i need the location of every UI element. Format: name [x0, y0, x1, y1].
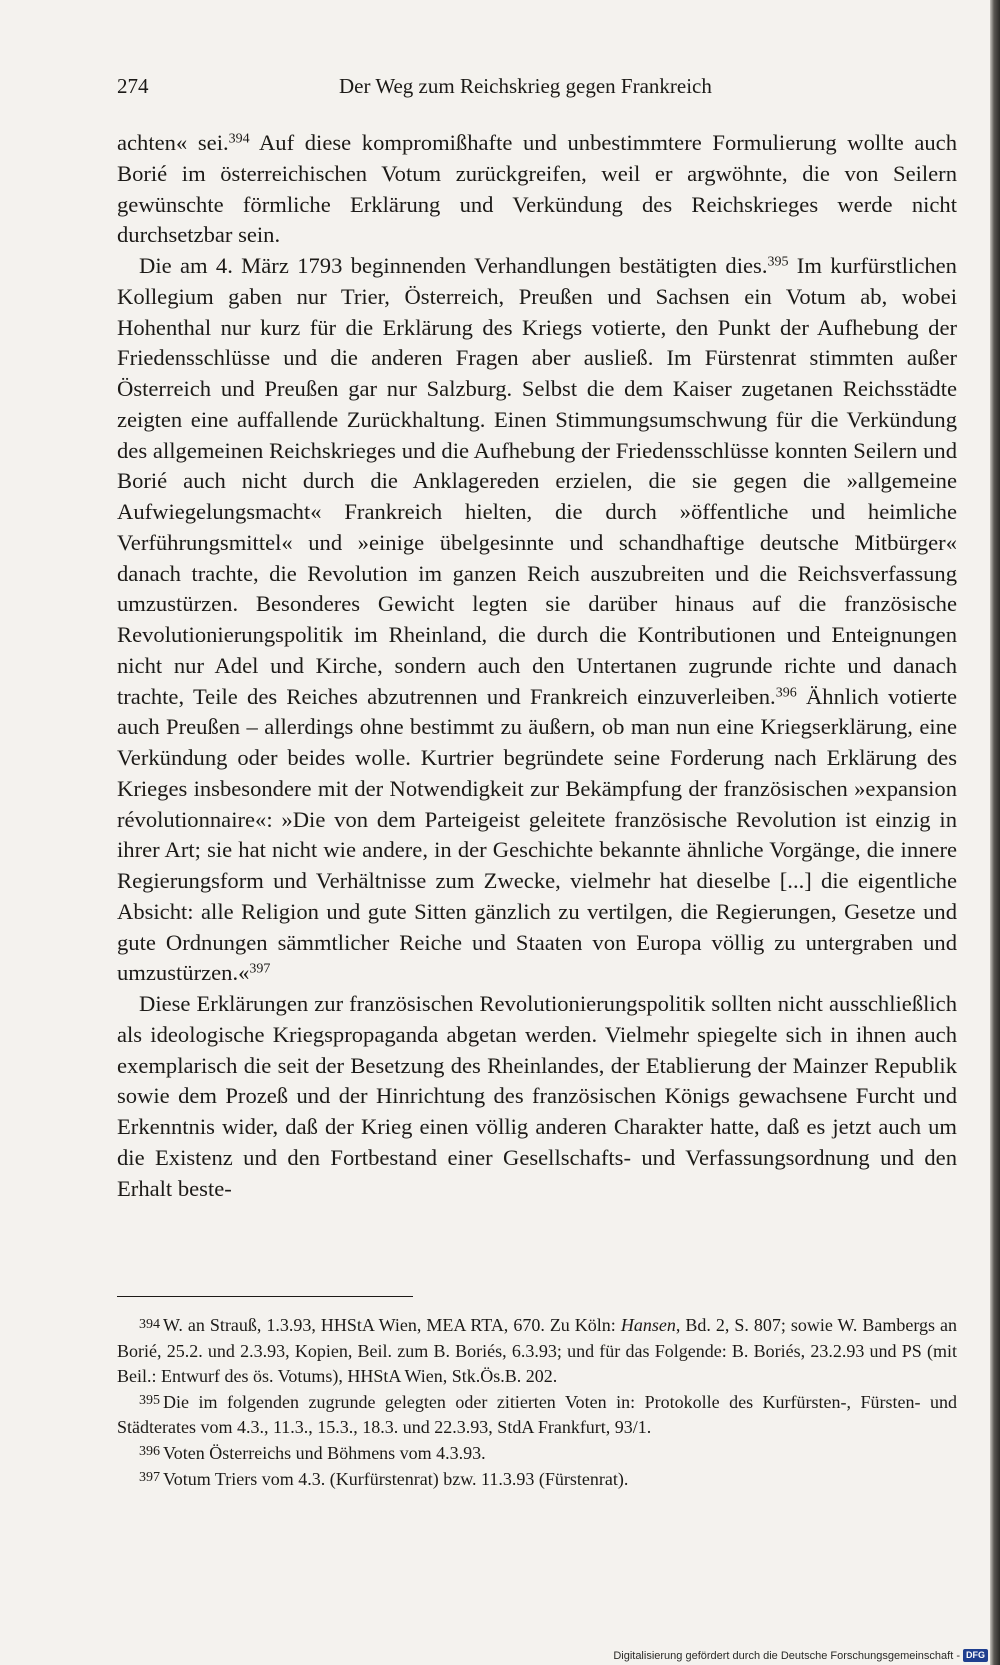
paragraph-3	[117, 989, 957, 1204]
page-edge-shadow	[990, 0, 1000, 1665]
footnote-text-cont: , Bd. 2, S. 807; sowie W. Bambergs an Borié, 25.2. und 2.3.93, Kopien, Beil. zum B. Boriés, 6.3.93; und für das Folgende: B. Boriés, 23.2.93 und PS (mit Beil.: Entwurf des ös. Votums), HHStA Wien, Stk.Ös.B. 202.	[117, 1315, 958, 1387]
credit-text: Digitalisierung gefördert durch die Deutsche Forschungsgemeinschaft -	[613, 1649, 960, 1662]
footnote-ref-395[interactable]: 395	[767, 254, 789, 270]
paragraph-1-text-cont: Auf diese kompromißhafte und unbestimmtere Formulierung wollte auch Borié im österreichischen Votum zurückgreifen, weil er argwöhnte, die von Seilern gewünschte förmliche Erklärung und Verkündung des Reichskrieges werde nicht durchsetzbar sein.	[117, 130, 957, 248]
main-text	[117, 128, 957, 1204]
running-head	[117, 74, 957, 104]
footnote-394	[117, 1313, 957, 1390]
dfg-logo: DFG	[963, 1649, 988, 1662]
footnote-number: 394	[139, 1315, 161, 1332]
footnote-397	[117, 1467, 957, 1493]
footnote-text: Votum Triers vom 4.3. (Kurfürstenrat) bzw. 11.3.93 (Fürstenrat).	[163, 1468, 629, 1489]
paragraph-2-text: Die am 4. März 1793 beginnenden Verhandlungen bestätigten dies.	[139, 253, 768, 278]
footnote-395	[117, 1390, 957, 1441]
footnote-text: W. an Strauß, 1.3.93, HHStA Wien, MEA RTA, 670. Zu Köln:	[163, 1315, 621, 1335]
footnote-text: Die im folgenden zugrunde gelegten oder zitierten Voten in: Protokolle des Kurfürsten-, Fürsten- und Städterates vom 4.3., 11.3., 15.3., 18.3. und 22.3.93, StdA Frankfurt, 93/1.	[117, 1391, 957, 1438]
footnote-ref-396[interactable]: 396	[775, 684, 797, 700]
paragraph-2-text-mid: Im kurfürstlichen Kollegium gaben nur Trier, Österreich, Preußen und Sachsen ein Votum ab, wobei Hohenthal nur kurz für die Erklärung des Kriegs votierte, den Punkt der Aufhebung der Friedensschlüsse und die anderen Fragen aber ausließ. Im Fürstenrat stimmten außer Österreich und Preußen gar nur Salzburg. Selbst die dem Kaiser zugetanen Reichsstädte zeigten eine auffallende Zurückhaltung. Einen Stimmungsumschwung für die Verkündung des allgemeinen Reichskrieges und die Aufhebung der Friedensschlüsse konnten Seilern und Borié auch nicht durch die Anklagereden erzielen, die sie gegen die »allgemeine Aufwiegelungsmacht« Frankreich hielten, die durch »öffentliche und heimliche Verführungsmittel« und »einige übelgesinnte und schandhaftige deutsche Mitbürger« danach trachte, die Revolution im ganzen Reich auszubreiten und die Reichsverfassung umzustürzen. Besonderes Gewicht legten sie darüber hinaus auf die französische Revolutionierungspolitik im Rheinland, die durch die Kontributionen und Enteignungen nicht nur Adel und Kirche, sondern auch den Untertanen zugrunde richte und danach trachte, Teile des Reiches abzutrennen und Frankreich einzuverleiben.	[117, 253, 957, 709]
digitization-credit	[613, 1649, 988, 1662]
footnote-number: 396	[139, 1443, 161, 1460]
footnote-divider	[117, 1296, 413, 1297]
footnote-italic-author: Hansen	[620, 1315, 676, 1335]
paragraph-1	[117, 128, 957, 251]
paragraph-1-text: achten« sei.	[117, 130, 229, 155]
footnote-ref-394[interactable]: 394	[228, 131, 250, 147]
footnote-number: 395	[139, 1392, 161, 1409]
paragraph-3-text: Diese Erklärungen zur französischen Revolutionierungspolitik sollten nicht ausschließlich als ideologische Kriegspropaganda abgetan werden. Vielmehr spiegelte sich in ihnen auch exemplarisch die seit der Besetzung des Rheinlandes, der Etablierung der Mainzer Republik sowie dem Prozeß und der Hinrichtung des französischen Königs gewachsene Furcht und Erkenntnis wider, daß der Krieg einen völlig anderen Charakter hatte, daß es jetzt auch um die Existenz und den Fortbestand einer Gesellschafts- und Verfassungsordnung und den Erhalt beste-	[117, 991, 957, 1201]
paragraph-2	[117, 251, 957, 989]
footnote-number: 397	[139, 1469, 161, 1486]
page-number: 274	[117, 74, 149, 98]
footnote-396	[117, 1441, 957, 1467]
running-title: Der Weg zum Reichskrieg gegen Frankreich	[339, 74, 712, 98]
footnote-text: Voten Österreichs und Böhmens vom 4.3.93.	[163, 1442, 486, 1463]
footnote-ref-397[interactable]: 397	[249, 961, 271, 977]
paragraph-2-text-end: Ähnlich votierte auch Preußen – allerdings ohne bestimmt zu äußern, ob man nun eine Kriegserklärung, eine Verkündung oder beides wolle. Kurtrier begründete seine Forderung nach Erklärung des Krieges insbesondere mit der Notwendigkeit zur Bekämpfung der französischen »expansion révolutionnaire«: »Die von dem Parteigeist geleitete französische Revolution ist einzig in ihrer Art; sie hat nicht wie andere, in der Geschichte bekannte ähnliche Vorgänge, die innere Regierungsform und Verhältnisse zum Zwecke, vielmehr hat dieselbe [...] die eigentliche Absicht: alle Religion und gute Sitten gänzlich zu vertilgen, die Regierungen, Gesetze und gute Ordnungen sämmtlicher Reiche und Staaten von Europa völlig zu untergraben und umzustürzen.«	[117, 683, 957, 986]
footnotes	[117, 1313, 957, 1492]
